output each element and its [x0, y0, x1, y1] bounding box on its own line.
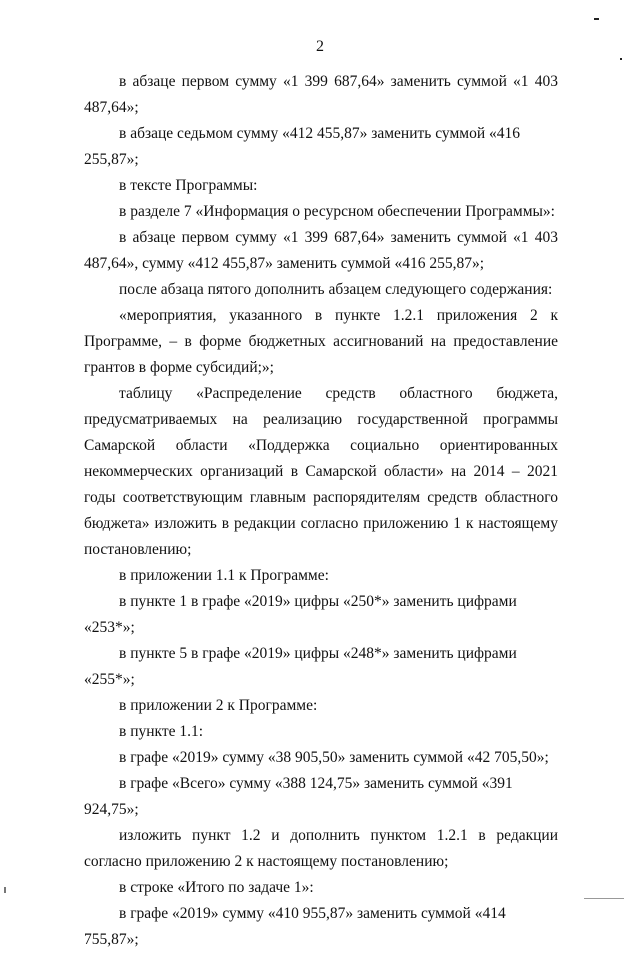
paragraph: «мероприятия, указанного в пункте 1.2.1 приложения 2 к Программе, – в форме бюджетных ассигнований на предоставление грантов в форме субсидий;»; [84, 307, 558, 376]
paragraph: в абзаце первом сумму «1 399 687,64» заменить суммой «1 403 487,64», сумму «412 455,87» заменить суммой «416 255,87»; [84, 229, 558, 272]
paragraph: в разделе 7 «Информация о ресурсном обеспечении Программы»: [119, 203, 555, 220]
scan-artifact [594, 18, 599, 20]
paragraph: после абзаца пятого дополнить абзацем следующего содержания: [119, 281, 553, 298]
paragraph: в строке «Итого по задаче 1»: [119, 879, 314, 896]
paragraph: таблицу «Распределение средств областного бюджета, предусматриваемых на реализацию государственной программы Самарской области «Поддержка социально ориентированных некоммерческих организаций в Самарской области» на 2014 – 2021 годы соответствующим главным распорядителям средств областного бюджета» изложить в редакции согласно приложению 1 к настоящему постановлению; [84, 385, 558, 558]
paragraph: в тексте Программы: [119, 177, 258, 194]
paragraph: в графе «2019» сумму «410 955,87» заменить суммой «414 755,87»; [84, 905, 506, 948]
paragraph: в графе «Всего» сумму «388 124,75» заменить суммой «391 924,75»; [84, 775, 513, 818]
paragraph: изложить пункт 1.2 и дополнить пунктом 1.2.1 в редакции согласно приложению 2 к настоящему постановлению; [84, 827, 558, 870]
scan-artifact [584, 898, 624, 899]
paragraph: в пункте 1 в графе «2019» цифры «250*» заменить цифрами «253*»; [84, 593, 517, 636]
scan-artifact [4, 887, 6, 893]
paragraph: в графе «2019» сумму «38 905,50» заменить суммой «42 705,50»; [119, 749, 549, 766]
paragraph: в пункте 1.1: [119, 723, 204, 740]
paragraph: в абзаце седьмом сумму «412 455,87» заменить суммой «416 255,87»; [84, 125, 521, 168]
scan-artifact [620, 58, 622, 60]
paragraph: в абзаце первом сумму «1 399 687,64» заменить суммой «1 403 487,64»; [84, 73, 558, 116]
document-body [84, 69, 558, 953]
paragraph: в пункте 5 в графе «2019» цифры «248*» заменить цифрами «255*»; [84, 645, 517, 688]
page-number: 2 [316, 38, 324, 55]
paragraph: в приложении 2 к Программе: [119, 697, 318, 714]
paragraph: в приложении 1.1 к Программе: [119, 567, 329, 584]
